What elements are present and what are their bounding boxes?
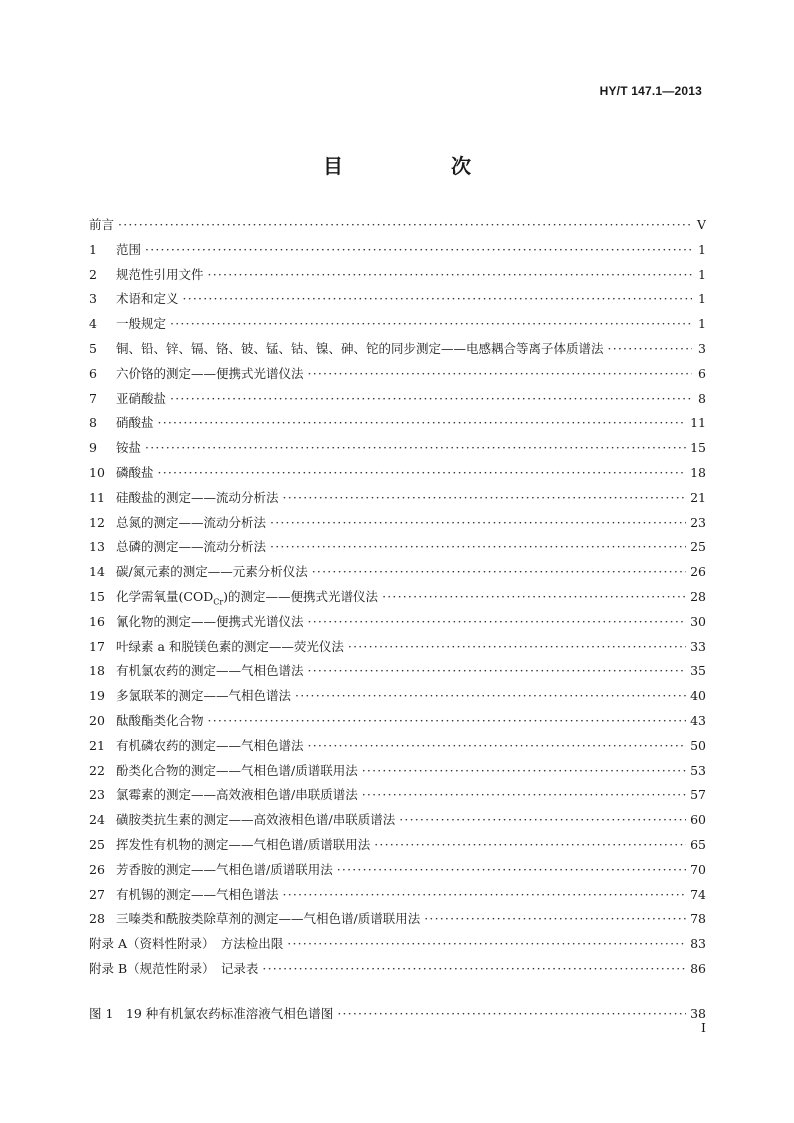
toc-entry[interactable]	[89, 610, 706, 635]
toc-entry-number: 17	[89, 638, 105, 654]
toc-entry-label	[116, 883, 279, 908]
toc-leader-dots	[337, 858, 686, 883]
toc-leader-dots	[308, 362, 692, 387]
toc-entry-label	[116, 808, 395, 833]
toc-entry-label-text: 有机磷农药的测定——气相色谱法	[116, 737, 304, 753]
toc-leader-dots	[362, 783, 686, 808]
toc-entry-page: 83	[690, 936, 706, 952]
toc-leader-dots	[608, 337, 692, 362]
toc-leader-dots	[158, 461, 687, 486]
toc-entry-label-text: 一般规定	[116, 316, 167, 332]
toc-entry-page: 3	[698, 340, 706, 356]
toc-leader-dots	[183, 287, 692, 312]
toc-entry-number: 1	[89, 241, 97, 257]
toc-entry-number: 18	[89, 663, 105, 679]
toc-entry[interactable]	[89, 858, 706, 883]
toc-entry-number: 21	[89, 737, 105, 753]
toc-entry[interactable]	[89, 362, 706, 387]
toc-entry[interactable]	[89, 759, 706, 784]
toc-entry[interactable]	[89, 808, 706, 833]
toc-section-gap	[89, 982, 706, 1002]
toc-entry-label-text: 硝酸盐	[116, 415, 154, 431]
toc-entry-number: 6	[89, 365, 97, 381]
toc-entry-label-text: 酞酸酯类化合物	[116, 712, 204, 728]
toc-entry[interactable]	[89, 387, 706, 412]
toc-entry-label-text: 叶绿素 a 和脱镁色素的测定——荧光仪法	[116, 638, 344, 654]
toc-entry[interactable]	[89, 263, 706, 288]
toc-entry-label-text: 多氯联苯的测定——气相色谱法	[116, 688, 292, 704]
toc-entry-label	[116, 635, 344, 660]
toc-leader-dots	[283, 486, 687, 511]
toc-leader-dots	[287, 932, 686, 957]
toc-entry-page: 1	[698, 291, 706, 307]
toc-entry-number: 15	[89, 588, 105, 604]
toc-entry-label-text: 有机锡的测定——气相色谱法	[116, 886, 279, 902]
toc-entry-label-text: 总氮的测定——流动分析法	[116, 514, 267, 530]
toc-leader-dots	[262, 957, 686, 982]
toc-entry-page: 60	[690, 812, 706, 828]
toc-entry[interactable]	[89, 585, 706, 610]
toc-entry-label	[116, 486, 279, 511]
toc-entry-label-text: 亚硝酸盐	[116, 390, 167, 406]
toc-entry-number: 9	[89, 440, 97, 456]
toc-entry-label-text: 铜、铅、锌、镉、铬、铍、锰、钴、镍、砷、铊的同步测定——电感耦合等离子体质谱法	[116, 340, 604, 356]
toc-entry-label-text: 芳香胺的测定——气相色谱/质谱联用法	[116, 861, 333, 877]
toc-leader-dots	[312, 560, 686, 585]
toc-entry-page: 40	[690, 688, 706, 704]
toc-entry[interactable]	[89, 833, 706, 858]
toc-entry-page: 26	[690, 564, 706, 580]
toc-entry-label	[116, 312, 166, 337]
toc-leader-dots	[158, 411, 687, 436]
toc-entry-page: 21	[690, 489, 706, 505]
toc-entry[interactable]	[89, 461, 706, 486]
toc-leader-dots	[308, 659, 687, 684]
table-of-contents	[89, 213, 706, 1027]
toc-entry-page: 15	[690, 440, 706, 456]
toc-leader-dots	[208, 263, 692, 288]
toc-entry-label	[116, 610, 304, 635]
toc-entry-page: 86	[690, 960, 706, 976]
toc-entry-page: 50	[690, 737, 706, 753]
toc-entry-page: 6	[698, 365, 706, 381]
toc-entry-label-text: 前言	[89, 217, 115, 232]
toc-entry-label-text: 总磷的测定——流动分析法	[116, 539, 267, 555]
toc-entry-label	[116, 684, 291, 709]
toc-entry-label-text: 碳/氮元素的测定——元素分析仪法	[116, 564, 308, 580]
toc-entry-number: 8	[89, 415, 97, 431]
toc-entry[interactable]	[89, 511, 706, 536]
toc-entry-number: 22	[89, 762, 105, 778]
toc-entry-label	[116, 263, 204, 288]
toc-leader-dots	[424, 907, 686, 932]
toc-entry-label	[116, 287, 179, 312]
toc-leader-dots	[374, 833, 686, 858]
toc-entry-label	[116, 535, 266, 560]
toc-entry-label-text: 术语和定义	[116, 291, 179, 307]
toc-leader-dots	[270, 511, 686, 536]
toc-entry-label	[116, 436, 141, 461]
toc-leader-dots	[382, 585, 686, 610]
toc-leader-dots	[270, 535, 686, 560]
toc-entry-page: 30	[690, 613, 706, 629]
toc-leader-dots	[295, 684, 686, 709]
toc-leader-dots	[145, 436, 686, 461]
toc-entry-number: 5	[89, 340, 97, 356]
toc-entry-page: 70	[690, 861, 706, 877]
toc-entry-number: 11	[89, 489, 105, 505]
toc-entry[interactable]	[89, 486, 706, 511]
toc-entry-label	[116, 511, 266, 536]
toc-entry-label	[116, 833, 370, 858]
toc-entry-label	[116, 659, 304, 684]
toc-entry-label-text: 挥发性有机物的测定——气相色谱/质谱联用法	[116, 836, 371, 852]
toc-entry-label-text: 三嗪类和酰胺类除草剂的测定——气相色谱/质谱联用法	[116, 911, 421, 927]
toc-entry-label	[116, 362, 304, 387]
toc-entries	[89, 213, 706, 982]
toc-entry-label-text: 六价铬的测定——便携式光谱仪法	[116, 365, 304, 381]
toc-entry-page: 57	[690, 787, 706, 803]
toc-entry-label	[116, 585, 378, 610]
toc-entry[interactable]	[89, 957, 706, 982]
toc-entry-page: 78	[690, 911, 706, 927]
toc-entry-page: 1	[698, 241, 706, 257]
toc-entry[interactable]	[89, 312, 706, 337]
toc-leader-dots	[145, 238, 692, 263]
toc-entry-label-text: 有机氯农药的测定——气相色谱法	[116, 663, 304, 679]
toc-leader-dots	[118, 213, 692, 238]
toc-entry[interactable]	[89, 734, 706, 759]
toc-leader-dots	[208, 709, 687, 734]
toc-entry[interactable]	[89, 659, 706, 684]
toc-entry-label-text: 铵盐	[116, 440, 142, 456]
toc-entry-label-text: 硅酸盐的测定——流动分析法	[116, 489, 279, 505]
toc-entry-label	[116, 411, 154, 436]
toc-entry-number: 27	[89, 886, 105, 902]
toc-entry-label	[116, 734, 304, 759]
toc-entry-label-text: 化学需氧量(COD	[116, 588, 214, 604]
toc-entry-page: 18	[690, 464, 706, 480]
toc-entry-page: 53	[690, 762, 706, 778]
toc-entry-page: 35	[690, 663, 706, 679]
toc-entry[interactable]	[89, 783, 706, 808]
toc-entry-page: 11	[690, 415, 706, 431]
toc-entry-number: 3	[89, 291, 97, 307]
toc-leader-dots	[348, 635, 686, 660]
toc-entry[interactable]	[89, 883, 706, 908]
toc-title: 目 次	[323, 154, 515, 178]
toc-entry-page: 23	[690, 514, 706, 530]
toc-leader-dots	[170, 312, 692, 337]
toc-leader-dots	[170, 387, 692, 412]
toc-entry-label	[116, 560, 308, 585]
toc-entry-label	[116, 783, 358, 808]
toc-entry[interactable]	[89, 337, 706, 362]
toc-entry-label	[116, 858, 333, 883]
toc-entry-label-text: 氯霉素的测定——高效液相色谱/串联质谱法	[116, 787, 358, 803]
toc-leader-dots	[399, 808, 686, 833]
toc-entry-label-text: 图 1 19 种有机氯农药标准溶液气相色谱图	[89, 1005, 334, 1021]
toc-entry[interactable]	[89, 535, 706, 560]
toc-entry[interactable]	[89, 709, 706, 734]
toc-entry-number: 2	[89, 266, 97, 282]
toc-entry-label	[116, 238, 141, 263]
toc-entry-number: 19	[89, 688, 105, 704]
toc-entry-label-text: 附录 A（资料性附录） 方法检出限	[89, 936, 284, 952]
toc-entry-page: 1	[698, 266, 706, 282]
toc-leader-dots	[308, 734, 687, 759]
toc-entry-label	[89, 957, 258, 982]
toc-entry-number: 13	[89, 539, 105, 555]
toc-entry[interactable]	[89, 635, 706, 660]
toc-entry-label	[89, 213, 114, 238]
toc-entry-number: 28	[89, 911, 105, 927]
toc-entry[interactable]	[89, 907, 706, 932]
toc-entry-page: 74	[690, 886, 706, 902]
toc-entry-label	[116, 461, 154, 486]
toc-entry-label	[116, 907, 420, 932]
toc-entry-page: 8	[698, 390, 706, 406]
toc-entry[interactable]	[89, 213, 706, 238]
toc-entry[interactable]	[89, 287, 706, 312]
toc-entry-label-subscript: Cr	[213, 597, 224, 607]
toc-entry-label	[116, 337, 604, 362]
toc-entry[interactable]	[89, 560, 706, 585]
toc-entry-number: 4	[89, 316, 97, 332]
toc-entry-label-text-after: )的测定——便携式光谱仪法	[223, 588, 379, 604]
toc-entry-number: 10	[89, 464, 105, 480]
toc-entry[interactable]	[89, 411, 706, 436]
toc-entry-label	[89, 932, 283, 957]
toc-entry-label	[116, 387, 166, 412]
toc-entry-label-text: 氰化物的测定——便携式光谱仪法	[116, 613, 304, 629]
toc-entry-label-text: 范围	[116, 241, 142, 257]
toc-entry-label-text: 酚类化合物的测定——气相色谱/质谱联用法	[116, 762, 358, 778]
toc-entry-label	[116, 709, 204, 734]
toc-entry-number: 26	[89, 861, 105, 877]
toc-entry[interactable]	[89, 238, 706, 263]
toc-entry-page: V	[696, 217, 706, 232]
toc-entry-page: 38	[690, 1005, 706, 1021]
toc-entry-number: 24	[89, 812, 105, 828]
toc-entry-number: 16	[89, 613, 105, 629]
toc-entry-page: 1	[698, 316, 706, 332]
toc-entry[interactable]	[89, 436, 706, 461]
toc-entry-label-text: 规范性引用文件	[116, 266, 204, 282]
toc-entry-number: 7	[89, 390, 97, 406]
toc-entry-page: 25	[690, 539, 706, 555]
toc-entry-page: 65	[690, 836, 706, 852]
page-number: I	[701, 1020, 706, 1035]
toc-entry[interactable]	[89, 932, 706, 957]
toc-entry-number: 25	[89, 836, 105, 852]
toc-entry-page: 43	[690, 712, 706, 728]
toc-entry-number: 14	[89, 564, 105, 580]
toc-leader-dots	[308, 610, 687, 635]
toc-entry-label-text: 附录 B（规范性附录） 记录表	[89, 960, 259, 976]
toc-entry[interactable]	[89, 684, 706, 709]
toc-entry-page: 33	[690, 638, 706, 654]
toc-entry-number: 12	[89, 514, 105, 530]
toc-entry-number: 20	[89, 712, 105, 728]
toc-leader-dots	[283, 883, 687, 908]
toc-entry-number: 23	[89, 787, 105, 803]
standard-code: HY/T 147.1—2013	[599, 84, 702, 98]
toc-entry-label	[116, 759, 358, 784]
toc-entry-page: 28	[690, 588, 706, 604]
toc-leader-dots	[362, 759, 686, 784]
toc-entry-label-text: 磷酸盐	[116, 464, 154, 480]
toc-entry-label-text: 磺胺类抗生素的测定——高效液相色谱/串联质谱法	[116, 812, 396, 828]
